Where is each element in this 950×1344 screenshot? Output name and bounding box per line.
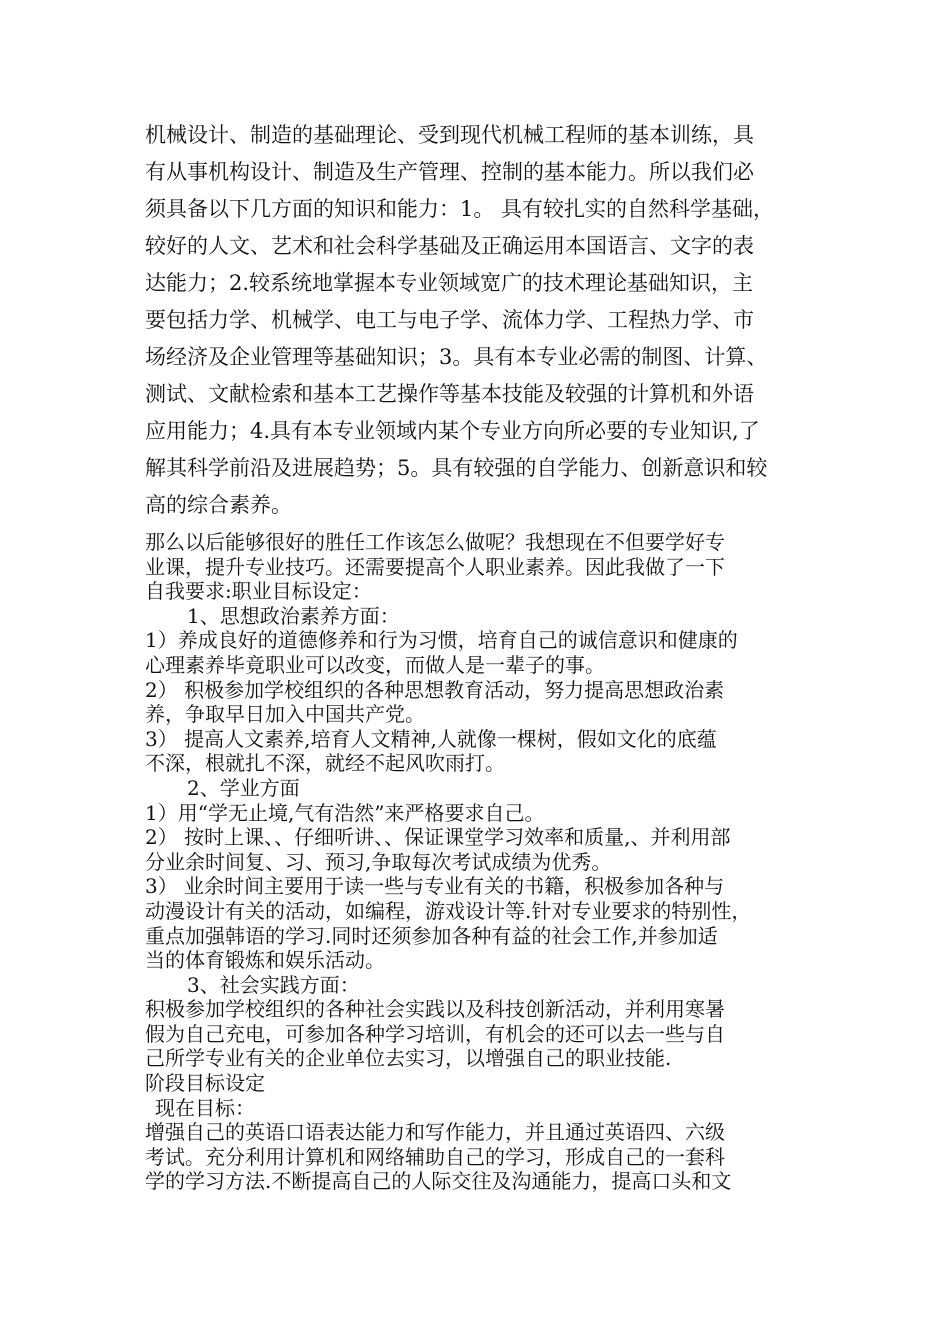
text-line: 2） 积极参加学校组织的各种思想教育活动，努力提高思想政治素 xyxy=(145,677,725,702)
text-line: 养，争取早日加入中国共产党。 xyxy=(145,702,425,727)
text-line: 业课，提升专业技巧。还需要提高个人职业素养。因此我做了一下 xyxy=(145,554,725,579)
text-line: 考试。充分利用计算机和网络辅助自己的学习，形成自己的一套科 xyxy=(145,1144,725,1169)
text-line: 高的综合素养。 xyxy=(145,493,292,517)
text-line: 那么以后能够很好的胜任工作该怎么做呢？我想现在不但要学好专 xyxy=(145,530,725,554)
text-line: 重点加强韩语的学习.同时还须参加各种有益的社会工作,并参加适 xyxy=(145,923,718,948)
intro-paragraph xyxy=(145,117,815,524)
text-line: 当的体育锻炼和娱乐活动。 xyxy=(145,948,385,973)
career-goals-section xyxy=(145,530,815,1194)
text-line: 3） 业余时间主要用于读一些与专业有关的书籍，积极参加各种与 xyxy=(145,874,725,899)
section-heading: 3、社会实践方面： xyxy=(187,972,360,997)
section-heading: 1、思想政治素养方面： xyxy=(187,603,400,628)
text-line: 要包括力学、机械学、电工与电子学、流体力学、工程热力学、市 xyxy=(145,308,754,332)
text-line: 不深，根就扎不深，就经不起风吹雨打。 xyxy=(145,751,505,776)
text-line: 应用能力；4.具有本专业领域内某个专业方向所必要的专业知识,了 xyxy=(145,419,760,443)
text-line: 2） 按时上课、、仔细听讲、、保证课堂学习效率和质量,、并利用部 xyxy=(145,825,731,850)
text-line: 3） 提高人文素养,培育人文精神,人就像一棵树，假如文化的底蕴 xyxy=(145,726,717,751)
text-line: 心理素养毕竟职业可以改变，而做人是一辈子的事。 xyxy=(145,652,605,677)
text-line: 己所学专业有关的企业单位去实习，以增强自己的职业技能. xyxy=(145,1046,672,1071)
text-line: 动漫设计有关的活动，如编程，游戏设计等.针对专业要求的特别性， xyxy=(145,898,752,923)
text-line: 增强自己的英语口语表达能力和写作能力，并且通过英语四、六级 xyxy=(145,1120,725,1145)
section-heading: 2、学业方面 xyxy=(187,775,300,800)
text-line: 须具备以下几方面的知识和能力：1。 具有较扎实的自然科学基础， xyxy=(145,197,775,221)
subsection-heading: 现在目标： xyxy=(155,1095,255,1120)
text-line: 达能力；2.较系统地掌握本专业领域宽广的技术理论基础知识，主 xyxy=(145,271,754,295)
text-line: 积极参加学校组织的各种社会实践以及科技创新活动，并利用寒暑 xyxy=(145,997,725,1022)
text-line: 假为自己充电，可参加各种学习培训，有机会的还可以去一些与自 xyxy=(145,1021,725,1046)
text-line: 1）用“学无止境,气有浩然”来严格要求自己。 xyxy=(145,800,545,825)
text-line: 自我要求:职业目标设定： xyxy=(145,579,372,604)
text-line: 较好的人文、艺术和社会科学基础及正确运用本国语言、文字的表 xyxy=(145,234,754,258)
text-line: 有从事机构设计、制造及生产管理、控制的基本能力。所以我们必 xyxy=(145,160,754,184)
text-line: 分业余时间复、习、预习,争取每次考试成绩为优秀。 xyxy=(145,849,612,874)
section-heading: 阶段目标设定 xyxy=(145,1071,265,1096)
text-line: 场经济及企业管理等基础知识；3。具有本专业必需的制图、计算、 xyxy=(145,345,768,369)
text-line: 机械设计、制造的基础理论、受到现代机械工程师的基本训练，具 xyxy=(145,123,754,147)
text-line: 测试、文献检索和基本工艺操作等基本技能及较强的计算机和外语 xyxy=(145,382,754,406)
text-line: 解其科学前沿及进展趋势；5。具有较强的自学能力、创新意识和较 xyxy=(145,456,768,480)
text-line: 学的学习方法.不断提高自己的人际交往及沟通能力，提高口头和文 xyxy=(145,1169,732,1194)
text-line: 1）养成良好的道德修养和行为习惯，培育自己的诚信意识和健康的 xyxy=(145,628,738,653)
